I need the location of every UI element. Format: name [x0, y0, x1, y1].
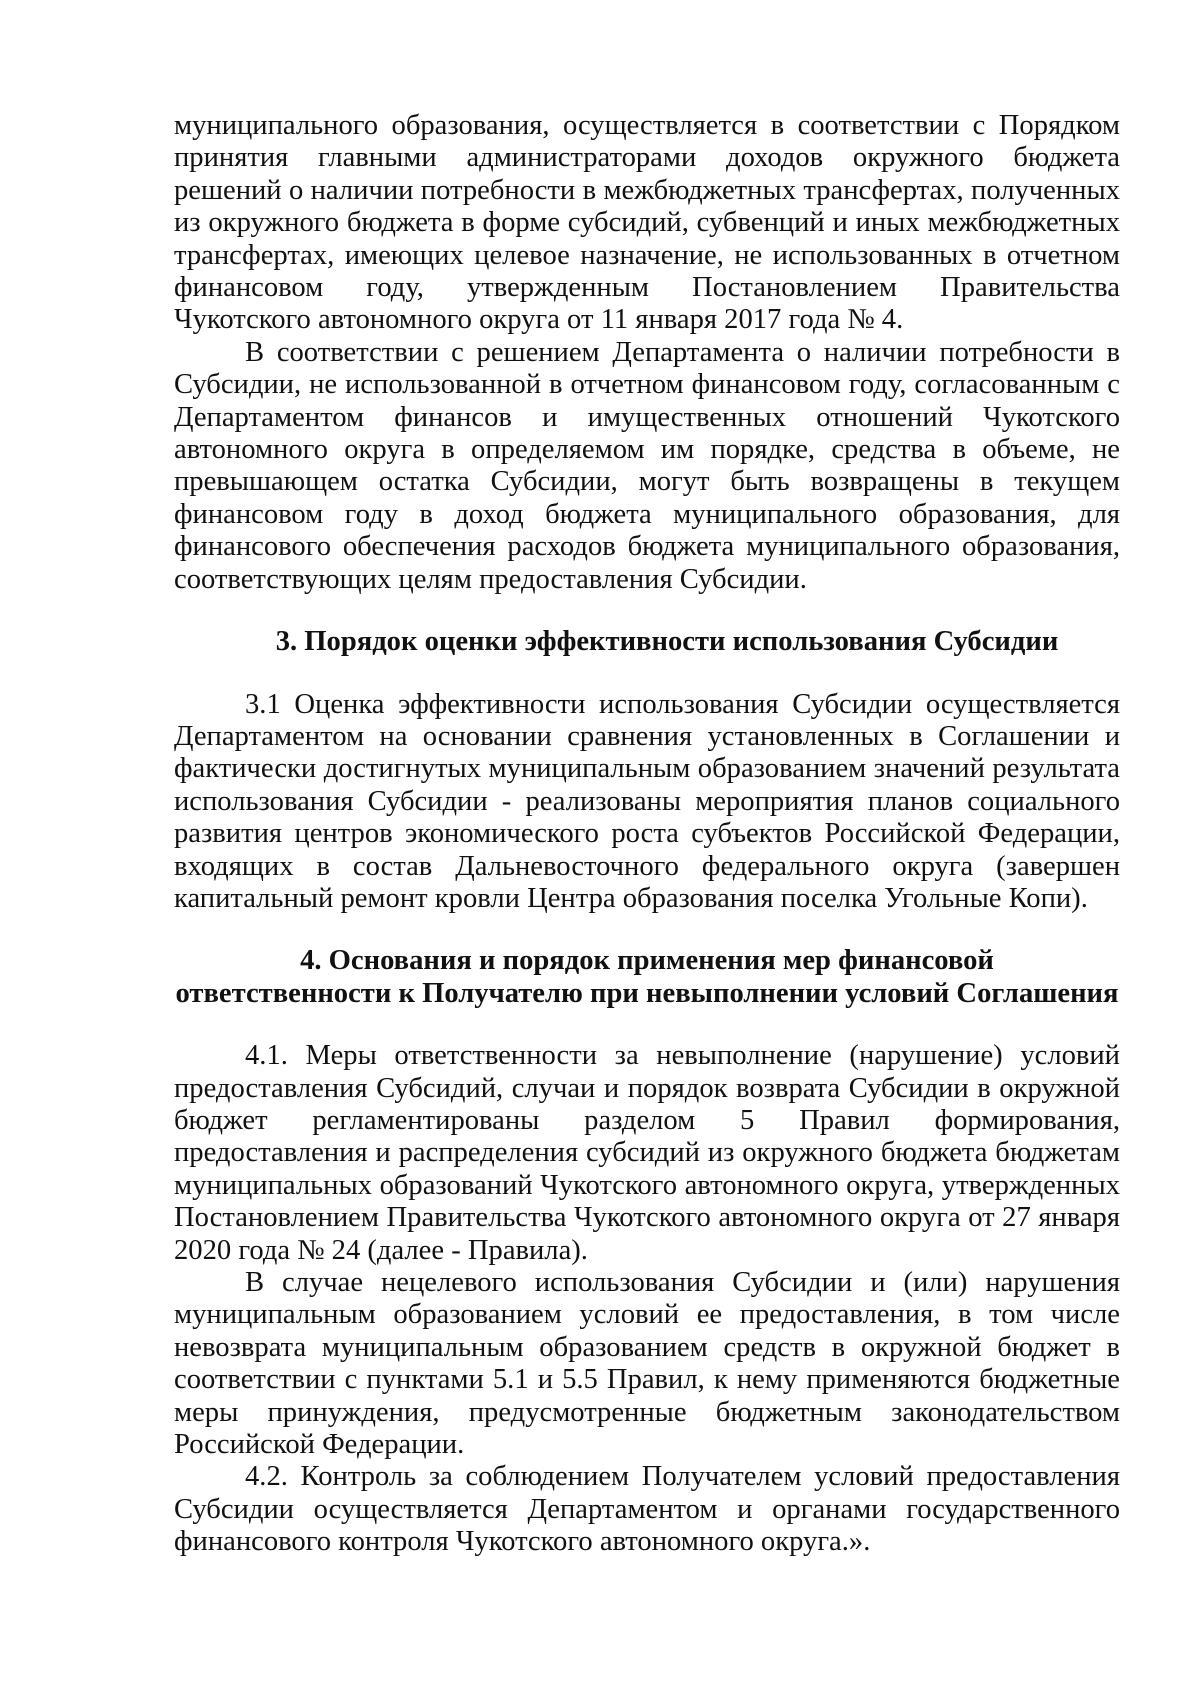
paragraph-4-1: 4.1. Меры ответственности за невыполнение (нарушение) условий предоставления Субсидий, случаи и порядок возврата Субсидии в окружной бюджет регламентированы разделом 5 Правил формирования, предоставления и распределения субсидий из окружного бюджета бюджетам муниципальных образований Чукотского автономного округа, утвержденных Постановлением Правительства Чукотского автономного округа от 27 января 2020 года № 24 (далее - Правила). — [174, 1040, 1120, 1266]
section-3-heading: 3. Порядок оценки эффективности использования Субсидии — [275, 626, 1059, 658]
section-4-heading-line-1: 4. Основания и порядок применения мер финансовой — [300, 945, 994, 977]
paragraph-subsidy-return: В соответствии с решением Департамента о наличии потребности в Субсидии, не использованной в отчетном финансовом году, согласованным с Департаментом финансов и имущественных отношений Чукотского автономного округа в определяемом им порядке, средства в объеме, не превышающем остатка Субсидии, могут быть возвращены в текущем финансовом году в доход бюджета муниципального образования, для финансового обеспечения расходов бюджета муниципального образования, соответствующих целям предоставления Субсидии. — [174, 336, 1120, 595]
paragraph-4-2: 4.2. Контроль за соблюдением Получателем условий предоставления Субсидии осуществляется Департаментом и органами государственного финансового контроля Чукотского автономного округа.». — [174, 1461, 1120, 1558]
document-page — [174, 110, 1120, 1559]
paragraph-misuse: В случае нецелевого использования Субсидии и (или) нарушения муниципальным образованием условий ее предоставления, в том числе невозврата муниципальным образованием средств в окружной бюджет в соответствии с пунктами 5.1 и 5.5 Правил, к нему применяются бюджетные меры принуждения, предусмотренные бюджетным законодательством Российской Федерации. — [174, 1267, 1120, 1461]
paragraph-3-1: 3.1 Оценка эффективности использования Субсидии осуществляется Департаментом на основании сравнения установленных в Соглашении и фактически достигнутых муниципальным образованием значений результата использования Субсидии - реализованы мероприятия планов социального развития центров экономического роста субъектов Российской Федерации, входящих в состав Дальневосточного федерального округа (завершен капитальный ремонт кровли Центра образования поселка Угольные Копи). — [174, 688, 1120, 914]
section-4-heading — [174, 945, 1120, 1010]
section-4-heading-line-2: ответственности к Получателю при невыполнении условий Соглашения — [175, 977, 1119, 1009]
paragraph-continuation: муниципального образования, осуществляется в соответствии с Порядком принятия главными администраторами доходов окружного бюджета решений о наличии потребности в межбюджетных трансфертах, полученных из окружного бюджета в форме субсидий, субвенций и иных межбюджетных трансфертах, имеющих целевое назначение, не использованных в отчетном финансовом году, утвержденным Постановлением Правительства Чукотского автономного округа от 11 января 2017 года № 4. — [174, 110, 1120, 336]
